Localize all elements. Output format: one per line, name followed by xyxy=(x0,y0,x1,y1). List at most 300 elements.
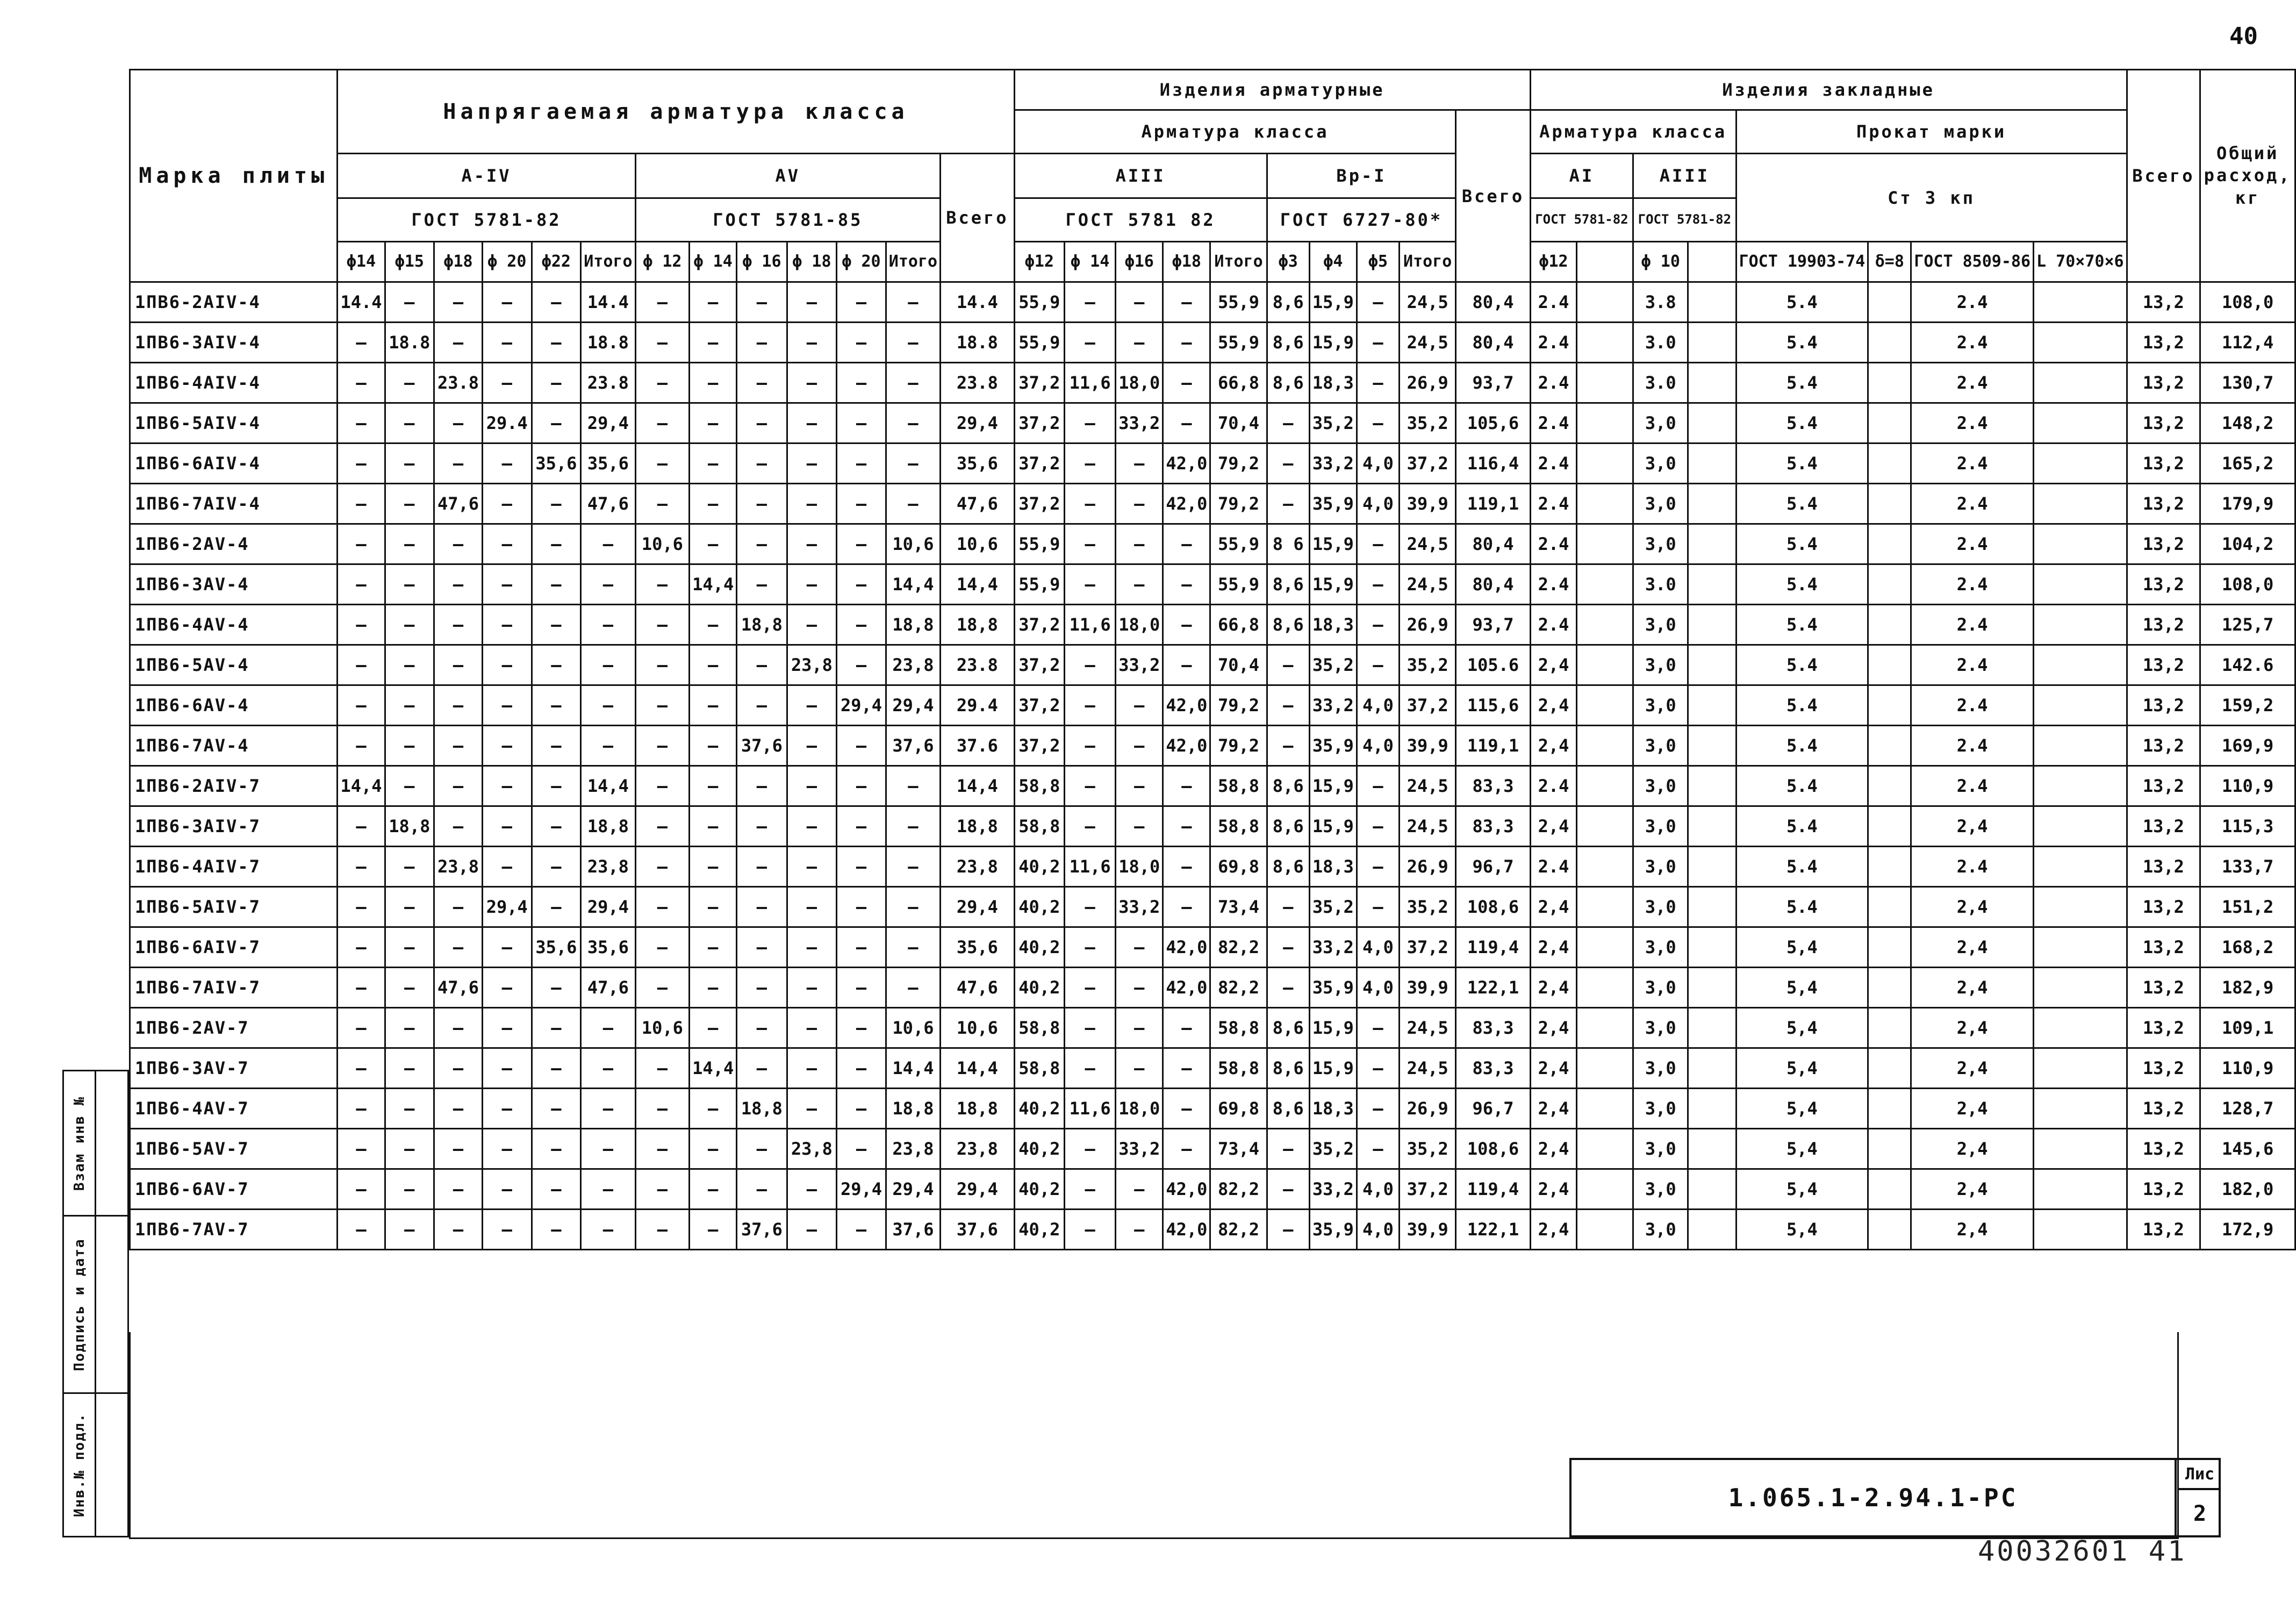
table-cell xyxy=(1688,1008,1736,1048)
table-cell: 23,8 xyxy=(886,1129,940,1169)
table-cell: — xyxy=(787,1089,837,1129)
table-cell: 39,9 xyxy=(1400,1210,1456,1250)
table-cell: 3,0 xyxy=(1633,766,1688,806)
table-cell: — xyxy=(532,766,581,806)
table-cell xyxy=(1688,605,1736,645)
dia-bp-1: ϕ4 xyxy=(1309,242,1357,282)
table-cell: 73,4 xyxy=(1210,1129,1267,1169)
table-cell xyxy=(1868,968,1911,1008)
table-cell: 80,4 xyxy=(1456,524,1530,564)
table-cell xyxy=(1868,564,1911,605)
table-cell: 37,2 xyxy=(1014,403,1064,443)
table-cell: 3.0 xyxy=(1633,323,1688,363)
table-cell xyxy=(1577,726,1633,766)
table-cell: — xyxy=(886,887,940,927)
table-cell: — xyxy=(1267,484,1309,524)
table-row xyxy=(130,1169,2295,1210)
table-cell: 11,6 xyxy=(1065,363,1116,403)
table-cell: 8,6 xyxy=(1267,766,1309,806)
table-cell xyxy=(2034,968,2127,1008)
table-cell: — xyxy=(1163,887,1210,927)
slab-mark: 1ПВ6-5АIV-4 xyxy=(130,403,338,443)
table-cell: 165,2 xyxy=(2200,443,2295,484)
table-cell: 42,0 xyxy=(1163,484,1210,524)
table-cell: 18,0 xyxy=(1116,605,1163,645)
table-cell: — xyxy=(635,847,690,887)
table-cell: — xyxy=(635,968,690,1008)
table-row xyxy=(130,685,2295,726)
table-cell: — xyxy=(1163,1048,1210,1089)
table-cell: 2.4 xyxy=(1911,443,2034,484)
table-cell: — xyxy=(581,564,635,605)
table-cell: 2.4 xyxy=(1911,282,2034,323)
table-cell: — xyxy=(690,887,737,927)
table-cell: 15,9 xyxy=(1309,282,1357,323)
table-cell: — xyxy=(787,403,837,443)
table-cell xyxy=(1577,1169,1633,1210)
table-cell: — xyxy=(690,403,737,443)
table-cell xyxy=(1868,766,1911,806)
table-cell: 14.4 xyxy=(581,282,635,323)
table-cell xyxy=(2034,403,2127,443)
table-cell: 105,6 xyxy=(1456,403,1530,443)
table-cell: 18,8 xyxy=(941,1089,1015,1129)
table-cell: — xyxy=(837,282,886,323)
table-cell: — xyxy=(635,726,690,766)
table-cell: 2.4 xyxy=(1911,403,2034,443)
table-cell: — xyxy=(1116,484,1163,524)
table-cell: — xyxy=(1163,403,1210,443)
table-cell: 2.4 xyxy=(1911,323,2034,363)
table-cell: 125,7 xyxy=(2200,605,2295,645)
table-cell: 5.4 xyxy=(1736,363,1868,403)
table-cell: 35,9 xyxy=(1309,1210,1357,1250)
table-cell: 40,2 xyxy=(1014,1169,1064,1210)
table-cell: 35,9 xyxy=(1309,726,1357,766)
table-cell xyxy=(1868,726,1911,766)
table-cell xyxy=(2034,1169,2127,1210)
table-cell: 3.0 xyxy=(1633,564,1688,605)
table-cell: — xyxy=(635,685,690,726)
table-cell: — xyxy=(737,323,787,363)
table-cell: — xyxy=(1116,282,1163,323)
table-cell: 79,2 xyxy=(1210,443,1267,484)
table-cell: — xyxy=(532,524,581,564)
table-cell: 115,3 xyxy=(2200,806,2295,847)
slab-mark: 1ПВ6-7АV-7 xyxy=(130,1210,338,1250)
table-cell: 2,4 xyxy=(1530,1210,1577,1250)
dia-a5-5: Итого xyxy=(886,242,940,282)
table-cell: — xyxy=(1065,968,1116,1008)
table-cell: — xyxy=(338,726,385,766)
table-cell: — xyxy=(690,282,737,323)
table-cell: 2.4 xyxy=(1530,847,1577,887)
table-cell: 37,2 xyxy=(1014,726,1064,766)
table-cell: 15,9 xyxy=(1309,1008,1357,1048)
table-cell: 13,2 xyxy=(2127,927,2200,968)
table-cell: — xyxy=(1065,1129,1116,1169)
table-cell: 5.4 xyxy=(1736,847,1868,887)
table-cell: — xyxy=(385,887,434,927)
table-cell: — xyxy=(532,968,581,1008)
table-cell: 2.4 xyxy=(1911,484,2034,524)
table-row xyxy=(130,1008,2295,1048)
table-cell: 23,8 xyxy=(941,847,1015,887)
table-cell: 14.4 xyxy=(338,282,385,323)
table-cell: — xyxy=(1116,1048,1163,1089)
gost-st1: ГОСТ 19903-74 xyxy=(1736,242,1868,282)
table-cell: 4,0 xyxy=(1357,726,1399,766)
table-row xyxy=(130,323,2295,363)
table-cell: — xyxy=(338,564,385,605)
table-cell: 2,4 xyxy=(1911,927,2034,968)
dia-a3-0: ϕ12 xyxy=(1014,242,1064,282)
table-cell: 3,0 xyxy=(1633,806,1688,847)
table-cell: — xyxy=(1357,645,1399,685)
table-cell: 13,2 xyxy=(2127,1089,2200,1129)
dia-bp-0: ϕ3 xyxy=(1267,242,1309,282)
table-cell xyxy=(1688,927,1736,968)
table-cell: — xyxy=(434,806,483,847)
table-cell: — xyxy=(690,1169,737,1210)
table-cell: 39,9 xyxy=(1400,726,1456,766)
table-cell: 35,6 xyxy=(581,443,635,484)
table-cell: — xyxy=(1163,645,1210,685)
slab-mark: 1ПВ6-4АIV-7 xyxy=(130,847,338,887)
table-cell: 24,5 xyxy=(1400,1008,1456,1048)
table-cell: — xyxy=(635,766,690,806)
table-cell: — xyxy=(737,685,787,726)
table-cell xyxy=(1688,484,1736,524)
table-cell: 108,0 xyxy=(2200,564,2295,605)
table-cell: 13,2 xyxy=(2127,323,2200,363)
table-cell: — xyxy=(385,564,434,605)
table-cell: 13,2 xyxy=(2127,363,2200,403)
class-a1: АI xyxy=(1530,154,1633,198)
table-cell: — xyxy=(482,1089,532,1129)
emb-rebar-header: Арматура класса xyxy=(1530,110,1736,154)
table-cell: 5.4 xyxy=(1736,685,1868,726)
table-cell: 142.6 xyxy=(2200,645,2295,685)
table-cell: — xyxy=(737,927,787,968)
table-cell: — xyxy=(1116,766,1163,806)
table-cell: — xyxy=(581,645,635,685)
table-cell: 37,2 xyxy=(1400,685,1456,726)
table-cell xyxy=(1577,443,1633,484)
table-cell: 23,8 xyxy=(787,645,837,685)
table-cell: 5,4 xyxy=(1736,1210,1868,1250)
table-cell: — xyxy=(635,443,690,484)
table-cell: 119,1 xyxy=(1456,484,1530,524)
table-cell: — xyxy=(690,484,737,524)
side-seg-signature xyxy=(64,1217,95,1394)
table-cell: — xyxy=(1357,806,1399,847)
table-cell: — xyxy=(787,685,837,726)
table-cell: 24,5 xyxy=(1400,766,1456,806)
slab-mark: 1ПВ6-5АV-7 xyxy=(130,1129,338,1169)
side-stamp-values xyxy=(96,1071,128,1536)
table-cell: — xyxy=(581,1089,635,1129)
table-cell: 2.4 xyxy=(1530,363,1577,403)
table-cell: 3,0 xyxy=(1633,847,1688,887)
table-cell: 42,0 xyxy=(1163,1169,1210,1210)
table-cell: 2,4 xyxy=(1530,1169,1577,1210)
table-cell: 8,6 xyxy=(1267,1048,1309,1089)
table-cell: — xyxy=(482,443,532,484)
table-cell: 2,4 xyxy=(1911,1008,2034,1048)
table-cell: 5,4 xyxy=(1736,968,1868,1008)
table-cell: 55,9 xyxy=(1014,323,1064,363)
signature-date-label: Подпись и дата xyxy=(71,1237,88,1371)
table-cell: — xyxy=(1065,685,1116,726)
table-cell: 26,9 xyxy=(1400,847,1456,887)
table-cell: — xyxy=(1357,1048,1399,1089)
table-cell: — xyxy=(581,605,635,645)
table-cell: — xyxy=(434,1089,483,1129)
class-a4: А-IV xyxy=(338,154,635,198)
table-cell: 40,2 xyxy=(1014,968,1064,1008)
table-cell: 5,4 xyxy=(1736,1008,1868,1048)
table-cell: — xyxy=(737,968,787,1008)
table-cell: — xyxy=(1267,685,1309,726)
table-cell: — xyxy=(737,524,787,564)
table-cell: — xyxy=(737,484,787,524)
table-cell: 2,4 xyxy=(1530,1129,1577,1169)
table-cell: — xyxy=(532,726,581,766)
table-cell: 13,2 xyxy=(2127,847,2200,887)
slab-mark: 1ПВ6-6АV-4 xyxy=(130,685,338,726)
table-cell xyxy=(1688,524,1736,564)
table-cell: — xyxy=(385,685,434,726)
table-cell: 2.4 xyxy=(1530,564,1577,605)
table-cell: 2,4 xyxy=(1530,726,1577,766)
dia-a3-2: ϕ16 xyxy=(1116,242,1163,282)
thickness-s: δ=8 xyxy=(1868,242,1911,282)
table-cell: — xyxy=(787,484,837,524)
table-cell: 35,2 xyxy=(1400,1129,1456,1169)
table-cell: 33,2 xyxy=(1309,685,1357,726)
table-cell: — xyxy=(385,927,434,968)
table-cell: 8,6 xyxy=(1267,1089,1309,1129)
slab-mark: 1ПВ6-2АIV-7 xyxy=(130,766,338,806)
table-cell: 5.4 xyxy=(1736,605,1868,645)
table-cell: 13,2 xyxy=(2127,524,2200,564)
table-cell: — xyxy=(385,968,434,1008)
table-cell: 4,0 xyxy=(1357,685,1399,726)
table-cell: — xyxy=(886,968,940,1008)
table-cell: 26,9 xyxy=(1400,363,1456,403)
table-cell: — xyxy=(532,847,581,887)
dia-a1-blank xyxy=(1577,242,1633,282)
table-cell: — xyxy=(581,685,635,726)
table-cell: 47,6 xyxy=(581,484,635,524)
table-cell: — xyxy=(581,726,635,766)
table-cell: 47,6 xyxy=(434,968,483,1008)
gost-a5: ГОСТ 5781-85 xyxy=(635,198,941,242)
table-cell: 4,0 xyxy=(1357,927,1399,968)
table-cell: — xyxy=(737,806,787,847)
table-cell: — xyxy=(385,1169,434,1210)
table-cell: 18,3 xyxy=(1309,847,1357,887)
table-cell: — xyxy=(886,403,940,443)
table-cell: — xyxy=(434,403,483,443)
table-cell: 69,8 xyxy=(1210,1089,1267,1129)
table-cell: 29,4 xyxy=(581,887,635,927)
table-cell: — xyxy=(482,1008,532,1048)
table-cell xyxy=(1577,524,1633,564)
table-cell: — xyxy=(338,1210,385,1250)
table-cell: 13,2 xyxy=(2127,887,2200,927)
table-cell: 13,2 xyxy=(2127,645,2200,685)
table-cell xyxy=(1577,1129,1633,1169)
table-cell xyxy=(1688,363,1736,403)
table-cell: 23.8 xyxy=(941,363,1015,403)
table-cell: — xyxy=(1163,1089,1210,1129)
table-cell: 2.4 xyxy=(1530,766,1577,806)
table-cell xyxy=(1688,1210,1736,1250)
table-cell: — xyxy=(1116,1169,1163,1210)
table-cell: 47,6 xyxy=(941,484,1015,524)
table-cell xyxy=(1688,847,1736,887)
slab-mark: 1ПВ6-7АV-4 xyxy=(130,726,338,766)
table-cell: 13,2 xyxy=(2127,564,2200,605)
table-cell: 82,2 xyxy=(1210,1169,1267,1210)
table-cell: — xyxy=(837,927,886,968)
table-cell: 108,0 xyxy=(2200,282,2295,323)
table-cell: 2.4 xyxy=(1911,524,2034,564)
spec-body xyxy=(130,282,2295,1250)
table-cell xyxy=(1868,403,1911,443)
table-cell: 3,0 xyxy=(1633,605,1688,645)
title-block xyxy=(1569,1458,2221,1537)
table-cell: — xyxy=(1267,443,1309,484)
table-cell: 18.8 xyxy=(581,323,635,363)
table-cell: — xyxy=(837,887,886,927)
table-cell: — xyxy=(787,1169,837,1210)
table-cell: — xyxy=(338,927,385,968)
table-cell xyxy=(1868,806,1911,847)
table-cell: 29,4 xyxy=(886,685,940,726)
table-cell: 4,0 xyxy=(1357,1210,1399,1250)
table-cell: — xyxy=(635,1048,690,1089)
table-cell: 3,0 xyxy=(1633,524,1688,564)
table-cell: 10,6 xyxy=(886,1008,940,1048)
table-cell: 119,4 xyxy=(1456,1169,1530,1210)
table-cell: 182,9 xyxy=(2200,968,2295,1008)
table-cell xyxy=(1868,323,1911,363)
table-cell xyxy=(1688,806,1736,847)
table-cell: 33,2 xyxy=(1309,443,1357,484)
table-cell: 15,9 xyxy=(1309,766,1357,806)
table-cell: — xyxy=(532,363,581,403)
table-cell: — xyxy=(1116,685,1163,726)
table-cell xyxy=(1577,645,1633,685)
table-cell: — xyxy=(690,443,737,484)
table-cell: 29.4 xyxy=(941,685,1015,726)
table-cell: — xyxy=(1357,403,1399,443)
table-cell: 82,2 xyxy=(1210,927,1267,968)
table-cell: — xyxy=(635,484,690,524)
table-cell: 42,0 xyxy=(1163,968,1210,1008)
table-cell: 83,3 xyxy=(1456,766,1530,806)
table-cell: — xyxy=(1267,403,1309,443)
table-cell: 58,8 xyxy=(1210,806,1267,847)
table-cell: 168,2 xyxy=(2200,927,2295,968)
table-cell: — xyxy=(635,1089,690,1129)
table-cell: 8,6 xyxy=(1267,806,1309,847)
table-cell xyxy=(2034,645,2127,685)
slab-mark: 1ПВ6-4АV-7 xyxy=(130,1089,338,1129)
table-cell: 108,6 xyxy=(1456,1129,1530,1169)
table-cell xyxy=(2034,323,2127,363)
table-cell: 3,0 xyxy=(1633,1048,1688,1089)
slab-mark: 1ПВ6-7АIV-7 xyxy=(130,968,338,1008)
gost-bp1: ГОСТ 6727-80* xyxy=(1267,198,1456,242)
side-stamp-labels xyxy=(64,1071,96,1536)
table-cell: — xyxy=(690,968,737,1008)
table-cell: 8,6 xyxy=(1267,323,1309,363)
table-cell: 2.4 xyxy=(1530,282,1577,323)
table-cell: 29,4 xyxy=(482,887,532,927)
table-cell: 24,5 xyxy=(1400,806,1456,847)
dia-a4-1: ϕ15 xyxy=(385,242,434,282)
table-cell: 37,2 xyxy=(1400,443,1456,484)
table-cell xyxy=(1577,927,1633,968)
table-cell: 24,5 xyxy=(1400,282,1456,323)
table-cell: — xyxy=(482,968,532,1008)
table-cell xyxy=(1868,645,1911,685)
table-cell: 47,6 xyxy=(941,968,1015,1008)
table-cell: — xyxy=(1065,1210,1116,1250)
table-cell: — xyxy=(581,1008,635,1048)
table-cell: — xyxy=(434,766,483,806)
table-cell: 3,0 xyxy=(1633,443,1688,484)
side-stamp xyxy=(62,1070,129,1537)
table-cell: 18,8 xyxy=(385,806,434,847)
table-cell: — xyxy=(787,968,837,1008)
table-cell: 26,9 xyxy=(1400,1089,1456,1129)
table-cell: 40,2 xyxy=(1014,847,1064,887)
table-cell: 37,6 xyxy=(737,1210,787,1250)
table-cell: — xyxy=(385,766,434,806)
table-cell: 13,2 xyxy=(2127,443,2200,484)
table-cell: 18,0 xyxy=(1116,847,1163,887)
dia-a4-0: ϕ14 xyxy=(338,242,385,282)
table-cell: — xyxy=(787,847,837,887)
table-cell: — xyxy=(338,323,385,363)
table-cell: 3,0 xyxy=(1633,685,1688,726)
table-cell: — xyxy=(434,524,483,564)
table-cell: — xyxy=(635,927,690,968)
table-cell: 55,9 xyxy=(1210,564,1267,605)
dia-bp-2: ϕ5 xyxy=(1357,242,1399,282)
table-row xyxy=(130,1089,2295,1129)
table-row xyxy=(130,605,2295,645)
table-cell xyxy=(1868,1169,1911,1210)
table-cell: — xyxy=(787,887,837,927)
table-cell: — xyxy=(338,605,385,645)
table-cell: — xyxy=(837,645,886,685)
table-cell: 3,0 xyxy=(1633,1210,1688,1250)
table-cell xyxy=(1577,403,1633,443)
table-cell: — xyxy=(787,323,837,363)
table-cell: — xyxy=(690,645,737,685)
table-cell: 96,7 xyxy=(1456,847,1530,887)
table-cell: 35,2 xyxy=(1309,887,1357,927)
table-cell: 93,7 xyxy=(1456,363,1530,403)
table-row xyxy=(130,927,2295,968)
table-cell: 2.4 xyxy=(1530,524,1577,564)
